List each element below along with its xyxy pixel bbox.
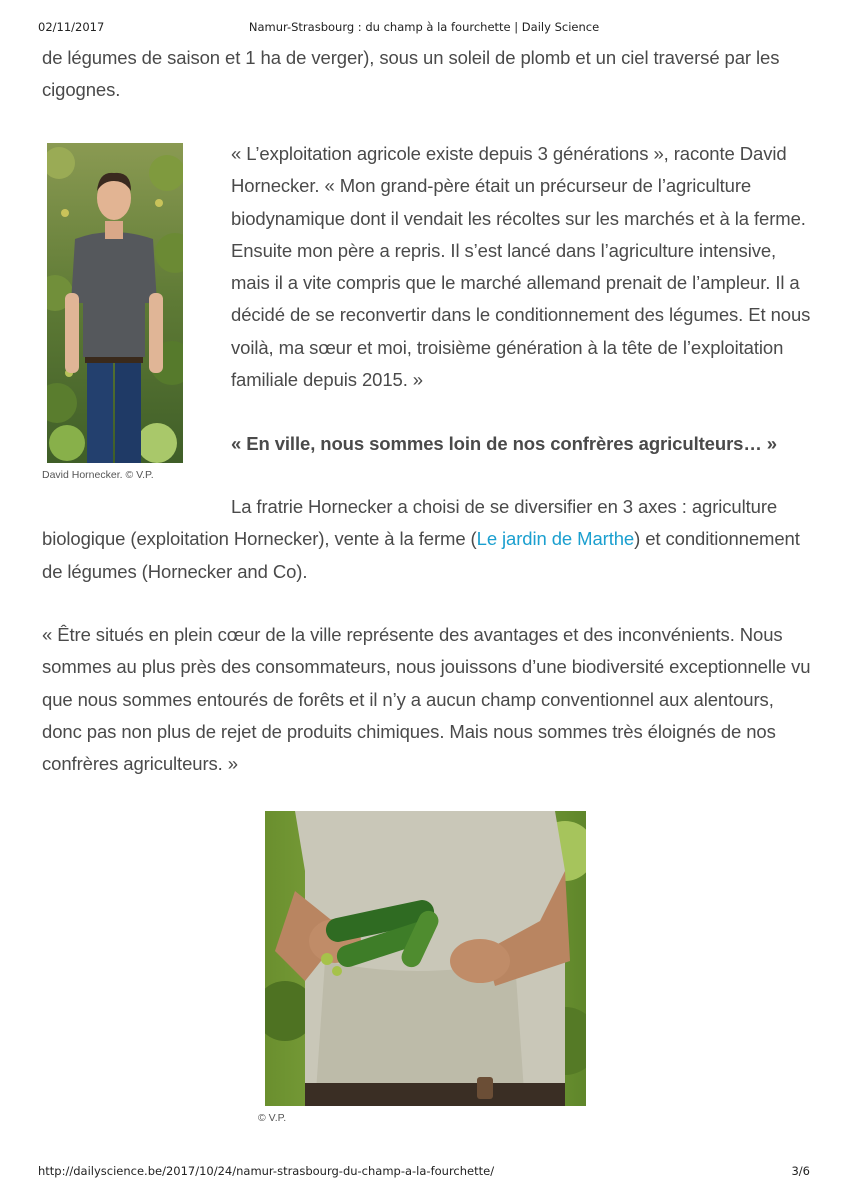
- paragraph-history: « L’exploitation agricole existe depuis 3 générations », raconte David Hornecker. « Mon grand-père était un précurseur de l’agriculture biodynamique dont il vendait les récoltes sur les marchés et à la ferme. Ensuite mon père a repris. Il s’est lancé dans l’agriculture intensive, mais il a vite compris que le marché allemand prenait de l’ampleur. Il a décidé de se reconvertir dans le conditionnement des légumes. Et nous voilà, ma sœur et moi, troisième génération à la tête de l’exploitation familiale depuis 2015. »: [231, 143, 811, 391]
- print-footer: [38, 1164, 810, 1180]
- section-subheading: « En ville, nous sommes loin de nos confrères agriculteurs… »: [231, 433, 777, 454]
- paragraph-city-quote: « Être situés en plein cœur de la ville représente des avantages et des inconvénients. Nous sommes au plus près des consommateurs, nous jouissons d’une biodiversité exceptionnelle vu que nous sommes entourés de forêts et il n’y a aucun champ conventionnel aux alentours, donc pas non plus de rejet de produits chimiques. Mais nous sommes très éloignés de nos confrères agriculteurs. »: [42, 624, 811, 775]
- paragraph-text-before-link: La fratrie Hornecker a choisi de se diversifier en 3 axes : agriculture biologique (exploitation Hornecker), vente à la ferme (: [42, 496, 778, 550]
- print-header: [38, 20, 810, 36]
- farmer-portrait-illustration: [47, 143, 183, 463]
- zucchini-harvest-photo: [265, 811, 586, 1106]
- jardin-de-marthe-link[interactable]: Le jardin de Marthe: [476, 528, 635, 550]
- print-page-number: 3/6: [791, 1164, 810, 1178]
- farmer-portrait-photo: [47, 143, 183, 463]
- portrait-caption: David Hornecker. © V.P.: [42, 469, 154, 481]
- paragraph-intro-continued: de légumes de saison et 1 ha de verger), sous un soleil de plomb et un ciel traversé par les cigognes.: [42, 47, 780, 101]
- paragraph-diversification: [42, 491, 817, 588]
- print-date: 02/11/2017: [38, 20, 105, 34]
- zucchini-harvest-illustration: [265, 811, 586, 1106]
- paragraph-text-after-link: ) et conditionnement de légumes (Hornecker and Co).: [42, 528, 800, 582]
- print-url: http://dailyscience.be/2017/10/24/namur-strasbourg-du-champ-a-la-fourchette/: [38, 1164, 495, 1178]
- print-title: Namur-Strasbourg : du champ à la fourchette | Daily Science: [248, 20, 600, 34]
- zucchini-photo-caption: © V.P.: [258, 1112, 287, 1124]
